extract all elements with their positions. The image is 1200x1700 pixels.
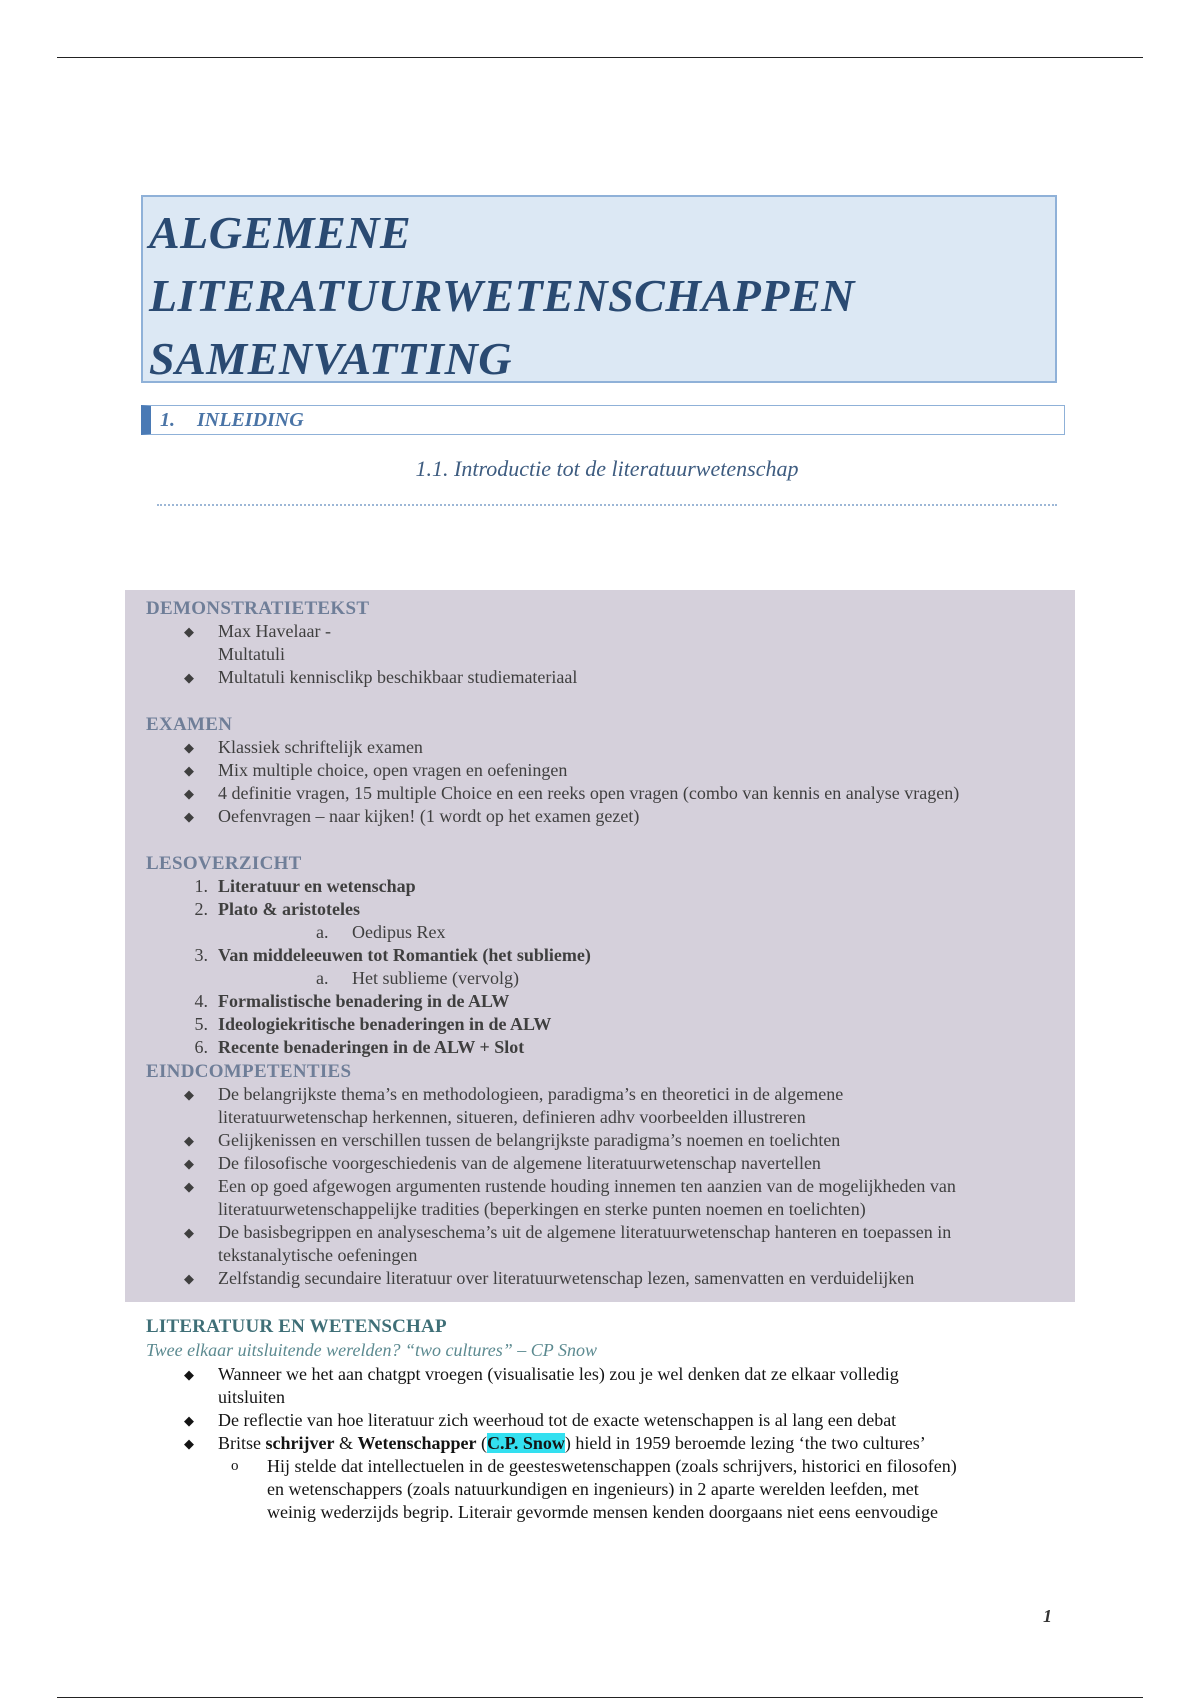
- diamond-bullet-icon: ◆: [184, 786, 194, 801]
- numbered-item: 4. Formalistische benadering in de ALW: [194, 991, 510, 1011]
- title-line-1: ALGEMENE: [149, 207, 412, 258]
- diamond-bullet-icon: ◆: [184, 1367, 194, 1382]
- list-item-continuation: tekstanalytische oefeningen: [218, 1245, 418, 1265]
- heading-1: [141, 405, 1065, 435]
- list-item: ◆ De basisbegrippen en analyseschema’s uit de algemene literatuurwetenschap hanteren en toepassen in: [184, 1222, 952, 1242]
- heading-1-number: 1.: [160, 408, 175, 431]
- list-item-snow: ◆ Britse schrijver & Wetenschapper (C.P. Snow) hield in 1959 beroemde lezing ‘the two cultures’: [184, 1433, 926, 1453]
- title-line-3: SAMENVATTING: [149, 333, 513, 384]
- list-item: ◆ De filosofische voorgeschiedenis van de algemene literatuurwetenschap navertellen: [184, 1153, 821, 1173]
- lettered-subitem: a. Het sublieme (vervolg): [316, 968, 519, 988]
- diamond-bullet-icon: ◆: [184, 1156, 194, 1171]
- lettered-subitem: a. Oedipus Rex: [316, 922, 446, 942]
- section-lesoverzicht: [146, 852, 1076, 1059]
- diamond-bullet-icon: ◆: [184, 1179, 194, 1194]
- numbered-item: 3. Van middeleeuwen tot Romantiek (het sublieme): [194, 945, 591, 965]
- list-item: ◆ Klassiek schriftelijk examen: [184, 737, 423, 757]
- title-box: [141, 195, 1057, 383]
- highlighted-name: C.P. Snow: [486, 1433, 565, 1453]
- diamond-bullet-icon: ◆: [184, 1087, 194, 1102]
- sub-list-item: o Hij stelde dat intellectuelen in de geesteswetenschappen (zoals schrijvers, historici en filosofen): [231, 1456, 957, 1476]
- heading-1-text: INLEIDING: [197, 408, 304, 431]
- list-item: ◆ Oefenvragen – naar kijken! (1 wordt op het examen gezet): [184, 806, 640, 826]
- list-item: ◆ De belangrijkste thema’s en methodologieen, paradigma’s en theoretici in de algemene: [184, 1084, 844, 1104]
- section-demonstratietekst: [146, 597, 1076, 689]
- diamond-bullet-icon: ◆: [184, 624, 194, 639]
- sub-list-item-continuation: weinig wederzijds begrip. Literair gevormde mensen kenden doorgaans niet eens eenvoudige: [267, 1502, 938, 1522]
- section-heading: LESOVERZICHT: [146, 853, 302, 874]
- list-item: ◆ 4 definitie vragen, 15 multiple Choice en een reeks open vragen (combo van kennis en analyse vragen): [184, 783, 960, 803]
- diamond-bullet-icon: ◆: [184, 1225, 194, 1240]
- section-subheading-literatuur: Twee elkaar uitsluitende werelden? “two cultures” – CP Snow: [146, 1340, 597, 1360]
- diamond-bullet-icon: ◆: [184, 1133, 194, 1148]
- section-examen: [146, 713, 1076, 828]
- dotted-divider: [157, 504, 1057, 506]
- sub-list-item-continuation: en wetenschappers (zoals natuurkundigen en ingenieurs) in 2 aparte werelden leefden, met: [267, 1479, 919, 1499]
- diamond-bullet-icon: ◆: [184, 1271, 194, 1286]
- section-heading-literatuur: LITERATUUR EN WETENSCHAP: [146, 1316, 447, 1337]
- diamond-bullet-icon: ◆: [184, 809, 194, 824]
- list-item: ◆ Wanneer we het aan chatgpt vroegen (visualisatie les) zou je wel denken dat ze elkaar volledig: [184, 1364, 899, 1384]
- diamond-bullet-icon: ◆: [184, 670, 194, 685]
- diamond-bullet-icon: ◆: [184, 740, 194, 755]
- circle-bullet-icon: o: [231, 1458, 239, 1474]
- section-heading: EXAMEN: [146, 714, 233, 735]
- numbered-item: 6. Recente benaderingen in de ALW + Slot: [194, 1037, 525, 1057]
- title-line-2: LITERATUURWETENSCHAPPEN: [149, 270, 855, 321]
- diamond-bullet-icon: ◆: [184, 763, 194, 778]
- heading-2: 1.1. Introductie tot de literatuurwetenschap: [415, 456, 799, 481]
- header-rule: [57, 57, 1143, 58]
- diamond-bullet-icon: ◆: [184, 1413, 194, 1428]
- diamond-bullet-icon: ◆: [184, 1436, 194, 1451]
- list-item-continuation: uitsluiten: [218, 1387, 285, 1407]
- numbered-item: 1. Literatuur en wetenschap: [194, 876, 416, 896]
- list-item: ◆ Gelijkenissen en verschillen tussen de belangrijkste paradigma’s noemen en toelichten: [184, 1130, 841, 1150]
- footer-rule: [57, 1697, 1143, 1698]
- list-item-continuation: Multatuli: [218, 644, 285, 664]
- section-eindcompetenties: [146, 1060, 1076, 1290]
- section-heading: EINDCOMPETENTIES: [146, 1061, 352, 1082]
- numbered-item: 2. Plato & aristoteles: [194, 899, 360, 919]
- section-heading: DEMONSTRATIETEKST: [146, 598, 370, 619]
- list-item-continuation: literatuurwetenschap herkennen, situeren, definieren adhv voorbeelden illustreren: [218, 1107, 806, 1127]
- list-item: ◆ Max Havelaar -: [184, 621, 331, 641]
- list-item: ◆ De reflectie van hoe literatuur zich weerhoud tot de exacte wetenschappen is al lang een debat: [184, 1410, 897, 1430]
- list-item: ◆ Een op goed afgewogen argumenten rustende houding innemen ten aanzien van de mogelijkheden van: [184, 1176, 956, 1196]
- list-item: ◆ Mix multiple choice, open vragen en oefeningen: [184, 760, 568, 780]
- numbered-item: 5. Ideologiekritische benaderingen in de ALW: [194, 1014, 552, 1034]
- list-item: ◆ Zelfstandig secundaire literatuur over literatuurwetenschap lezen, samenvatten en verduidelijken: [184, 1268, 915, 1288]
- list-item: ◆ Multatuli kennisclikp beschikbaar studiemateriaal: [184, 667, 578, 687]
- list-item-continuation: literatuurwetenschappelijke tradities (beperkingen en sterke punten noemen en toelichten): [218, 1199, 866, 1219]
- literatuur-list: [146, 1363, 1076, 1524]
- page-number: 1: [1043, 1606, 1052, 1626]
